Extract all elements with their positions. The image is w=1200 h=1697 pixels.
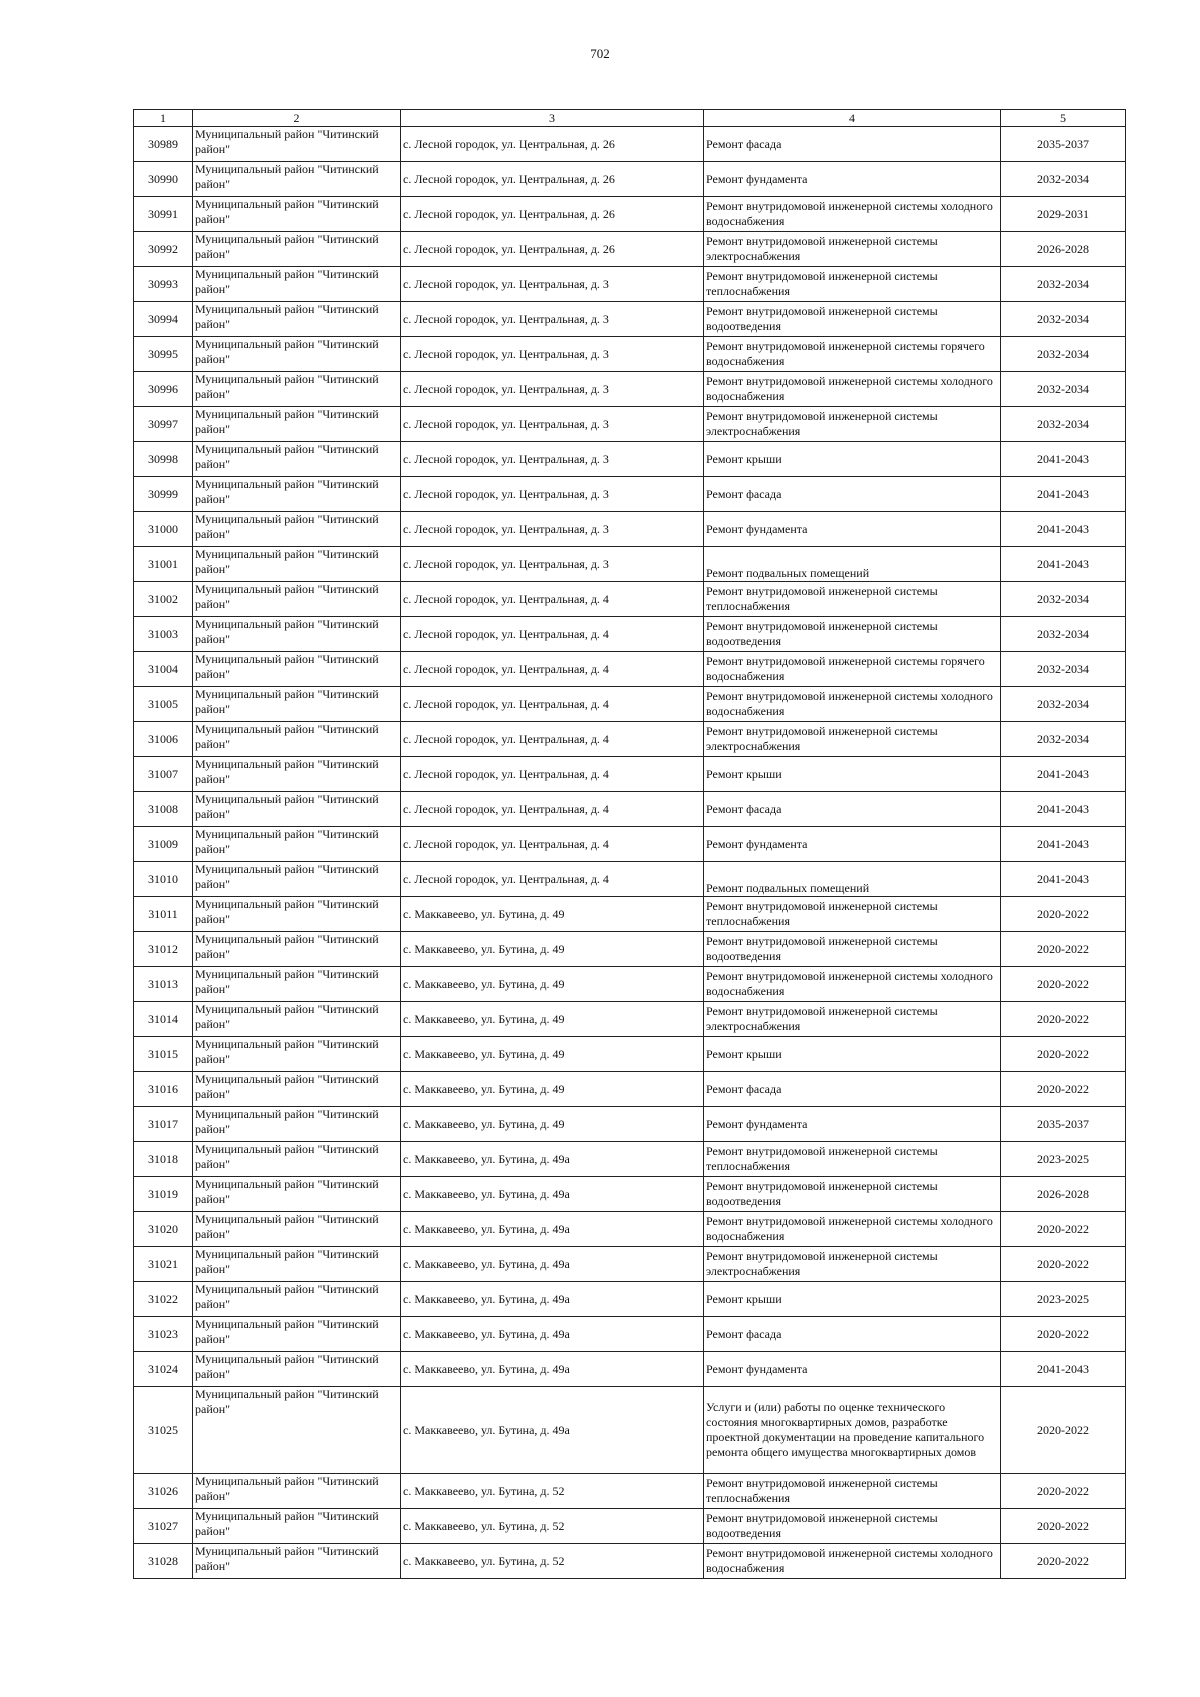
municipality-cell: Муниципальный район "Читинский район" xyxy=(193,547,401,582)
period-cell: 2032-2034 xyxy=(1001,722,1126,757)
municipality-cell: Муниципальный район "Читинский район" xyxy=(193,127,401,162)
address-cell: с. Лесной городок, ул. Центральная, д. 3 xyxy=(401,372,704,407)
work-type-cell: Ремонт подвальных помещений xyxy=(704,862,1001,897)
work-type-cell: Ремонт внутридомовой инженерной системы теплоснабжения xyxy=(704,897,1001,932)
table-row xyxy=(134,967,1126,1002)
table-row xyxy=(134,1107,1126,1142)
table-row xyxy=(134,162,1126,197)
table-row xyxy=(134,127,1126,162)
table-row xyxy=(134,792,1126,827)
column-header: 3 xyxy=(401,110,704,127)
municipality-cell: Муниципальный район "Читинский район" xyxy=(193,722,401,757)
work-type-cell: Ремонт внутридомовой инженерной системы водоотведения xyxy=(704,617,1001,652)
table-row xyxy=(134,267,1126,302)
work-type-cell: Ремонт крыши xyxy=(704,442,1001,477)
period-cell: 2020-2022 xyxy=(1001,1037,1126,1072)
table-row xyxy=(134,617,1126,652)
municipality-cell: Муниципальный район "Читинский район" xyxy=(193,967,401,1002)
work-type-cell: Ремонт фундамента xyxy=(704,162,1001,197)
period-cell: 2035-2037 xyxy=(1001,127,1126,162)
row-number: 31017 xyxy=(134,1107,193,1142)
municipality-cell: Муниципальный район "Читинский район" xyxy=(193,442,401,477)
work-type-cell: Ремонт внутридомовой инженерной системы горячего водоснабжения xyxy=(704,652,1001,687)
row-number: 31005 xyxy=(134,687,193,722)
column-header: 4 xyxy=(704,110,1001,127)
municipality-cell: Муниципальный район "Читинский район" xyxy=(193,267,401,302)
municipality-cell: Муниципальный район "Читинский район" xyxy=(193,1247,401,1282)
work-type-cell: Ремонт внутридомовой инженерной системы электроснабжения xyxy=(704,407,1001,442)
row-number: 30989 xyxy=(134,127,193,162)
column-header: 5 xyxy=(1001,110,1126,127)
work-type-cell: Ремонт крыши xyxy=(704,1282,1001,1317)
period-cell: 2041-2043 xyxy=(1001,442,1126,477)
table-row xyxy=(134,582,1126,617)
row-number: 31022 xyxy=(134,1282,193,1317)
table-row xyxy=(134,1282,1126,1317)
period-cell: 2032-2034 xyxy=(1001,337,1126,372)
address-cell: с. Маккавеево, ул. Бутина, д. 49а xyxy=(401,1142,704,1177)
period-cell: 2026-2028 xyxy=(1001,232,1126,267)
table-row xyxy=(134,197,1126,232)
table-row xyxy=(134,372,1126,407)
municipality-cell: Муниципальный район "Читинский район" xyxy=(193,372,401,407)
row-number: 31024 xyxy=(134,1352,193,1387)
period-cell: 2041-2043 xyxy=(1001,477,1126,512)
row-number: 31008 xyxy=(134,792,193,827)
municipality-cell: Муниципальный район "Читинский район" xyxy=(193,1037,401,1072)
period-cell: 2020-2022 xyxy=(1001,1317,1126,1352)
row-number: 31016 xyxy=(134,1072,193,1107)
table-row xyxy=(134,442,1126,477)
municipality-cell: Муниципальный район "Читинский район" xyxy=(193,582,401,617)
municipality-cell: Муниципальный район "Читинский район" xyxy=(193,1509,401,1544)
work-type-cell: Ремонт фасада xyxy=(704,1317,1001,1352)
period-cell: 2029-2031 xyxy=(1001,197,1126,232)
period-cell: 2032-2034 xyxy=(1001,407,1126,442)
work-type-cell: Ремонт внутридомовой инженерной системы холодного водоснабжения xyxy=(704,1544,1001,1579)
period-cell: 2020-2022 xyxy=(1001,1544,1126,1579)
address-cell: с. Лесной городок, ул. Центральная, д. 3 xyxy=(401,407,704,442)
address-cell: с. Лесной городок, ул. Центральная, д. 4 xyxy=(401,722,704,757)
address-cell: с. Маккавеево, ул. Бутина, д. 49 xyxy=(401,1002,704,1037)
municipality-cell: Муниципальный район "Читинский район" xyxy=(193,1544,401,1579)
row-number: 31010 xyxy=(134,862,193,897)
municipality-cell: Муниципальный район "Читинский район" xyxy=(193,162,401,197)
address-cell: с. Маккавеево, ул. Бутина, д. 49 xyxy=(401,1072,704,1107)
table-row xyxy=(134,1177,1126,1212)
address-cell: с. Лесной городок, ул. Центральная, д. 4 xyxy=(401,862,704,897)
address-cell: с. Маккавеево, ул. Бутина, д. 49 xyxy=(401,897,704,932)
row-number: 30995 xyxy=(134,337,193,372)
table-row xyxy=(134,652,1126,687)
period-cell: 2032-2034 xyxy=(1001,582,1126,617)
row-number: 30990 xyxy=(134,162,193,197)
row-number: 31026 xyxy=(134,1474,193,1509)
municipality-cell: Муниципальный район "Читинский район" xyxy=(193,792,401,827)
work-type-cell: Ремонт внутридомовой инженерной системы водоотведения xyxy=(704,1509,1001,1544)
address-cell: с. Лесной городок, ул. Центральная, д. 3 xyxy=(401,547,704,582)
page-number: 702 xyxy=(590,46,610,61)
work-type-cell: Ремонт внутридомовой инженерной системы холодного водоснабжения xyxy=(704,967,1001,1002)
address-cell: с. Маккавеево, ул. Бутина, д. 49а xyxy=(401,1177,704,1212)
address-cell: с. Лесной городок, ул. Центральная, д. 4 xyxy=(401,652,704,687)
municipality-cell: Муниципальный район "Читинский район" xyxy=(193,1282,401,1317)
row-number: 31004 xyxy=(134,652,193,687)
table-row xyxy=(134,1072,1126,1107)
address-cell: с. Маккавеево, ул. Бутина, д. 49а xyxy=(401,1282,704,1317)
municipality-cell: Муниципальный район "Читинский район" xyxy=(193,232,401,267)
row-number: 31019 xyxy=(134,1177,193,1212)
row-number: 31027 xyxy=(134,1509,193,1544)
work-type-cell: Ремонт внутридомовой инженерной системы электроснабжения xyxy=(704,1002,1001,1037)
column-header: 2 xyxy=(193,110,401,127)
table-header-row xyxy=(134,110,1126,127)
municipality-cell: Муниципальный район "Читинский район" xyxy=(193,1142,401,1177)
row-number: 31009 xyxy=(134,827,193,862)
municipality-cell: Муниципальный район "Читинский район" xyxy=(193,687,401,722)
address-cell: с. Маккавеево, ул. Бутина, д. 49а xyxy=(401,1212,704,1247)
address-cell: с. Маккавеево, ул. Бутина, д. 49 xyxy=(401,1037,704,1072)
work-type-cell: Ремонт крыши xyxy=(704,1037,1001,1072)
period-cell: 2020-2022 xyxy=(1001,1072,1126,1107)
row-number: 31025 xyxy=(134,1387,193,1474)
period-cell: 2041-2043 xyxy=(1001,862,1126,897)
period-cell: 2020-2022 xyxy=(1001,1474,1126,1509)
period-cell: 2020-2022 xyxy=(1001,897,1126,932)
address-cell: с. Лесной городок, ул. Центральная, д. 3 xyxy=(401,267,704,302)
row-number: 30994 xyxy=(134,302,193,337)
work-type-cell: Ремонт крыши xyxy=(704,757,1001,792)
work-type-cell: Ремонт внутридомовой инженерной системы теплоснабжения xyxy=(704,1142,1001,1177)
work-type-cell: Ремонт фундамента xyxy=(704,512,1001,547)
row-number: 30992 xyxy=(134,232,193,267)
work-type-cell: Ремонт фасада xyxy=(704,477,1001,512)
address-cell: с. Лесной городок, ул. Центральная, д. 3 xyxy=(401,442,704,477)
period-cell: 2032-2034 xyxy=(1001,267,1126,302)
work-type-cell: Ремонт подвальных помещений xyxy=(704,547,1001,582)
municipality-cell: Муниципальный район "Читинский район" xyxy=(193,1317,401,1352)
row-number: 31003 xyxy=(134,617,193,652)
address-cell: с. Маккавеево, ул. Бутина, д. 49а xyxy=(401,1352,704,1387)
period-cell: 2023-2025 xyxy=(1001,1282,1126,1317)
row-number: 30991 xyxy=(134,197,193,232)
table-row xyxy=(134,1544,1126,1579)
period-cell: 2020-2022 xyxy=(1001,1247,1126,1282)
table-row xyxy=(134,232,1126,267)
row-number: 31021 xyxy=(134,1247,193,1282)
period-cell: 2032-2034 xyxy=(1001,372,1126,407)
period-cell: 2032-2034 xyxy=(1001,617,1126,652)
period-cell: 2032-2034 xyxy=(1001,652,1126,687)
work-type-cell: Ремонт внутридомовой инженерной системы горячего водоснабжения xyxy=(704,337,1001,372)
row-number: 30997 xyxy=(134,407,193,442)
table-row xyxy=(134,1317,1126,1352)
table-row xyxy=(134,1247,1126,1282)
row-number: 31011 xyxy=(134,897,193,932)
address-cell: с. Маккавеево, ул. Бутина, д. 52 xyxy=(401,1544,704,1579)
municipality-cell: Муниципальный район "Читинский район" xyxy=(193,652,401,687)
table-row xyxy=(134,1002,1126,1037)
work-type-cell: Ремонт фасада xyxy=(704,127,1001,162)
period-cell: 2035-2037 xyxy=(1001,1107,1126,1142)
table-row xyxy=(134,827,1126,862)
municipality-cell: Муниципальный район "Читинский район" xyxy=(193,1107,401,1142)
row-number: 30993 xyxy=(134,267,193,302)
work-type-cell: Услуги и (или) работы по оценке технического состояния многоквартирных домов, разработке проектной документации на проведение капитального ремонта общего имущества многоквартирных домов xyxy=(704,1387,1001,1474)
address-cell: с. Маккавеево, ул. Бутина, д. 49 xyxy=(401,1107,704,1142)
address-cell: с. Лесной городок, ул. Центральная, д. 4 xyxy=(401,582,704,617)
table-row xyxy=(134,512,1126,547)
municipality-cell: Муниципальный район "Читинский район" xyxy=(193,827,401,862)
address-cell: с. Лесной городок, ул. Центральная, д. 26 xyxy=(401,197,704,232)
period-cell: 2032-2034 xyxy=(1001,687,1126,722)
municipality-cell: Муниципальный район "Читинский район" xyxy=(193,302,401,337)
table-row xyxy=(134,757,1126,792)
municipality-cell: Муниципальный район "Читинский район" xyxy=(193,477,401,512)
column-header: 1 xyxy=(134,110,193,127)
row-number: 30996 xyxy=(134,372,193,407)
municipality-cell: Муниципальный район "Читинский район" xyxy=(193,1002,401,1037)
address-cell: с. Лесной городок, ул. Центральная, д. 4 xyxy=(401,687,704,722)
work-type-cell: Ремонт внутридомовой инженерной системы теплоснабжения xyxy=(704,582,1001,617)
row-number: 30999 xyxy=(134,477,193,512)
row-number: 31023 xyxy=(134,1317,193,1352)
table-row xyxy=(134,1037,1126,1072)
period-cell: 2026-2028 xyxy=(1001,1177,1126,1212)
row-number: 31015 xyxy=(134,1037,193,1072)
municipality-cell: Муниципальный район "Читинский район" xyxy=(193,1177,401,1212)
work-type-cell: Ремонт внутридомовой инженерной системы электроснабжения xyxy=(704,722,1001,757)
work-type-cell: Ремонт внутридомовой инженерной системы водоотведения xyxy=(704,1177,1001,1212)
row-number: 31007 xyxy=(134,757,193,792)
work-type-cell: Ремонт фасада xyxy=(704,1072,1001,1107)
work-type-cell: Ремонт внутридомовой инженерной системы холодного водоснабжения xyxy=(704,1212,1001,1247)
row-number: 31020 xyxy=(134,1212,193,1247)
table-row xyxy=(134,1474,1126,1509)
work-type-cell: Ремонт внутридомовой инженерной системы теплоснабжения xyxy=(704,1474,1001,1509)
work-type-cell: Ремонт внутридомовой инженерной системы водоотведения xyxy=(704,932,1001,967)
period-cell: 2023-2025 xyxy=(1001,1142,1126,1177)
work-type-cell: Ремонт внутридомовой инженерной системы холодного водоснабжения xyxy=(704,372,1001,407)
municipality-cell: Муниципальный район "Читинский район" xyxy=(193,617,401,652)
table-row xyxy=(134,407,1126,442)
period-cell: 2041-2043 xyxy=(1001,512,1126,547)
period-cell: 2041-2043 xyxy=(1001,827,1126,862)
table-row xyxy=(134,687,1126,722)
table-row xyxy=(134,1509,1126,1544)
address-cell: с. Лесной городок, ул. Центральная, д. 4 xyxy=(401,792,704,827)
table-row xyxy=(134,302,1126,337)
address-cell: с. Лесной городок, ул. Центральная, д. 4 xyxy=(401,827,704,862)
address-cell: с. Маккавеево, ул. Бутина, д. 49а xyxy=(401,1387,704,1474)
period-cell: 2041-2043 xyxy=(1001,757,1126,792)
table-row xyxy=(134,1387,1126,1474)
period-cell: 2020-2022 xyxy=(1001,1212,1126,1247)
table-row xyxy=(134,1212,1126,1247)
municipality-cell: Муниципальный район "Читинский район" xyxy=(193,337,401,372)
address-cell: с. Лесной городок, ул. Центральная, д. 3 xyxy=(401,337,704,372)
address-cell: с. Лесной городок, ул. Центральная, д. 3 xyxy=(401,302,704,337)
period-cell: 2020-2022 xyxy=(1001,1387,1126,1474)
address-cell: с. Маккавеево, ул. Бутина, д. 49 xyxy=(401,932,704,967)
period-cell: 2020-2022 xyxy=(1001,932,1126,967)
period-cell: 2041-2043 xyxy=(1001,547,1126,582)
municipality-cell: Муниципальный район "Читинский район" xyxy=(193,197,401,232)
period-cell: 2032-2034 xyxy=(1001,302,1126,337)
municipality-cell: Муниципальный район "Читинский район" xyxy=(193,932,401,967)
municipality-cell: Муниципальный район "Читинский район" xyxy=(193,1474,401,1509)
work-type-cell: Ремонт внутридомовой инженерной системы водоотведения xyxy=(704,302,1001,337)
address-cell: с. Лесной городок, ул. Центральная, д. 4 xyxy=(401,757,704,792)
work-type-cell: Ремонт фундамента xyxy=(704,1352,1001,1387)
capital-repair-table xyxy=(133,109,1126,1579)
row-number: 31028 xyxy=(134,1544,193,1579)
municipality-cell: Муниципальный район "Читинский район" xyxy=(193,1387,401,1474)
municipality-cell: Муниципальный район "Читинский район" xyxy=(193,1212,401,1247)
address-cell: с. Лесной городок, ул. Центральная, д. 26 xyxy=(401,232,704,267)
table-row xyxy=(134,337,1126,372)
table-row xyxy=(134,862,1126,897)
row-number: 31002 xyxy=(134,582,193,617)
row-number: 31018 xyxy=(134,1142,193,1177)
municipality-cell: Муниципальный район "Читинский район" xyxy=(193,1352,401,1387)
table-body xyxy=(134,127,1126,1579)
row-number: 31006 xyxy=(134,722,193,757)
table-row xyxy=(134,477,1126,512)
row-number: 31001 xyxy=(134,547,193,582)
work-type-cell: Ремонт фасада xyxy=(704,792,1001,827)
address-cell: с. Маккавеево, ул. Бутина, д. 52 xyxy=(401,1509,704,1544)
work-type-cell: Ремонт внутридомовой инженерной системы холодного водоснабжения xyxy=(704,687,1001,722)
row-number: 31014 xyxy=(134,1002,193,1037)
table-row xyxy=(134,932,1126,967)
table-row xyxy=(134,1352,1126,1387)
work-type-cell: Ремонт фундамента xyxy=(704,1107,1001,1142)
table-row xyxy=(134,897,1126,932)
municipality-cell: Муниципальный район "Читинский район" xyxy=(193,897,401,932)
period-cell: 2032-2034 xyxy=(1001,162,1126,197)
work-type-cell: Ремонт внутридомовой инженерной системы холодного водоснабжения xyxy=(704,197,1001,232)
address-cell: с. Лесной городок, ул. Центральная, д. 26 xyxy=(401,162,704,197)
period-cell: 2020-2022 xyxy=(1001,967,1126,1002)
table-row xyxy=(134,1142,1126,1177)
address-cell: с. Лесной городок, ул. Центральная, д. 3 xyxy=(401,512,704,547)
period-cell: 2041-2043 xyxy=(1001,1352,1126,1387)
work-type-cell: Ремонт внутридомовой инженерной системы электроснабжения xyxy=(704,1247,1001,1282)
period-cell: 2020-2022 xyxy=(1001,1509,1126,1544)
municipality-cell: Муниципальный район "Читинский район" xyxy=(193,862,401,897)
period-cell: 2041-2043 xyxy=(1001,792,1126,827)
municipality-cell: Муниципальный район "Читинский район" xyxy=(193,512,401,547)
municipality-cell: Муниципальный район "Читинский район" xyxy=(193,757,401,792)
address-cell: с. Маккавеево, ул. Бутина, д. 52 xyxy=(401,1474,704,1509)
work-type-cell: Ремонт внутридомовой инженерной системы электроснабжения xyxy=(704,232,1001,267)
work-type-cell: Ремонт внутридомовой инженерной системы теплоснабжения xyxy=(704,267,1001,302)
row-number: 31000 xyxy=(134,512,193,547)
municipality-cell: Муниципальный район "Читинский район" xyxy=(193,1072,401,1107)
address-cell: с. Маккавеево, ул. Бутина, д. 49а xyxy=(401,1317,704,1352)
address-cell: с. Лесной городок, ул. Центральная, д. 26 xyxy=(401,127,704,162)
municipality-cell: Муниципальный район "Читинский район" xyxy=(193,407,401,442)
row-number: 31012 xyxy=(134,932,193,967)
address-cell: с. Маккавеево, ул. Бутина, д. 49а xyxy=(401,1247,704,1282)
address-cell: с. Лесной городок, ул. Центральная, д. 3 xyxy=(401,477,704,512)
table-row xyxy=(134,722,1126,757)
period-cell: 2020-2022 xyxy=(1001,1002,1126,1037)
row-number: 31013 xyxy=(134,967,193,1002)
row-number: 30998 xyxy=(134,442,193,477)
address-cell: с. Маккавеево, ул. Бутина, д. 49 xyxy=(401,967,704,1002)
work-type-cell: Ремонт фундамента xyxy=(704,827,1001,862)
table-row xyxy=(134,547,1126,582)
address-cell: с. Лесной городок, ул. Центральная, д. 4 xyxy=(401,617,704,652)
